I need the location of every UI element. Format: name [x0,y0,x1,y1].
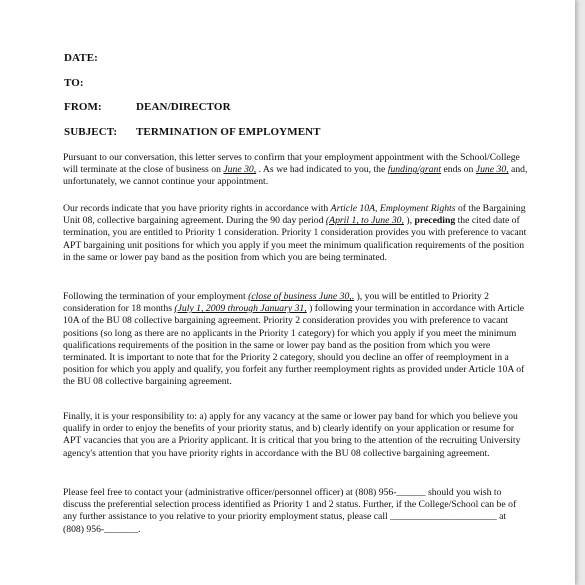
p1-date-1: June 30, [223,164,257,176]
p4-text: Finally, it is your responsibility to: a) apply for any vacancy at the same or lower pay band for which you believe you qualify in order to enjoy the benefits of your priority status, and b) clearly identify on your application or resume for APT vacancies that you are a Priority applicant. It is critical that you bring to the attention of the recruiting University agency's attention that you have priority rights in accordance with the BU 08 collective bargaining agreement. [63,411,521,459]
p5-text-2: should you wish to discuss the preferential selection process identified as Priority 1 and 2 status. Further, if the College/School can be of any further assistance to you relative to your priority employment status, please call [63,487,517,523]
p5-blank-1: ______ [396,487,426,498]
p2-text-1: Our records indicate that you have priority rights in accordance with [63,203,331,214]
paragraph-3 [63,291,528,389]
p2-period: (April 1, to June 30, [325,215,404,227]
p1-text-4: and, unfortunately, we cannot continue your appointment. [63,164,528,188]
p2-article: Article 10A, Employment Rights [330,203,456,214]
paragraph-5 [63,487,528,536]
p5-blank-2: ______________________ [390,511,497,523]
p1-funding: funding/grant [387,164,442,176]
from-value: DEAN/DIRECTOR [136,101,231,113]
p3-text-2: ), you will be entitled to Priority 2 consideration for 18 months [63,291,489,315]
subject-label: SUBJECT: [64,126,118,138]
p5-text-1: Please feel free to contact your (administrative officer/personnel officer) at (808) 956- [63,487,397,498]
p3-text-1: Following the termination of your employment [63,291,249,302]
p1-text-3: ends on [441,164,476,176]
p2-text-4: the cited date of termination, you are entitled to Priority 1 consideration. Priority 1 consideration provides you with preference to vacant APT bargaining unit positions for which you apply if you meet the minimum qualification requirements of the position in the same or lower pay band as the position from which you are being terminated. [63,215,527,263]
subject-value: TERMINATION OF EMPLOYMENT [136,126,321,138]
p1-text-2: . As we had indicated to you, the [256,164,388,176]
paragraph-4 [63,411,528,460]
p3-period: (July 1, 2009 through January 31, [174,303,307,315]
from-label: FROM: [64,101,102,113]
to-label: TO: [64,77,84,89]
p2-text-2: of the Bargaining Unit 08, collective bargaining agreement. During the 90 day period [63,203,526,227]
p3-text-3: ) following your termination in accordance with Article 10A of the BU 08 collective bargaining agreement. Priority 2 consideration provides you with preference to vacant positions (so long as there are no applicants in the Priority 1 category) for which you apply if you meet the minimum qualifications requirements of the position in the same or lower pay band as the position from which you were terminated. It is important to note that for the Priority 2 category, should you decline an offer of reemployment in a position for which you apply and qualify, you forfeit any further reemployment rights as provided under Article 10A of the BU 08 collective bargaining agreement. [63,303,525,388]
p2-text-3: ), [403,215,415,227]
p3-close-date: (close of business June 30,. [248,291,355,302]
paragraph-2 [63,203,528,264]
p5-blank-3: _______ [104,523,139,535]
p1-date-2: June 30, [475,164,509,176]
paragraph-1 [63,152,528,189]
p5-text-4: . [138,523,141,535]
p5-text-3: at (808) 956- [63,511,507,535]
p2-preceding: preceding [414,215,456,227]
p1-text-1: Pursuant to our conversation, this letter serves to confirm that your employment appointment with the School/College will terminate at the close of business on [63,152,520,176]
date-label: DATE: [64,52,98,64]
